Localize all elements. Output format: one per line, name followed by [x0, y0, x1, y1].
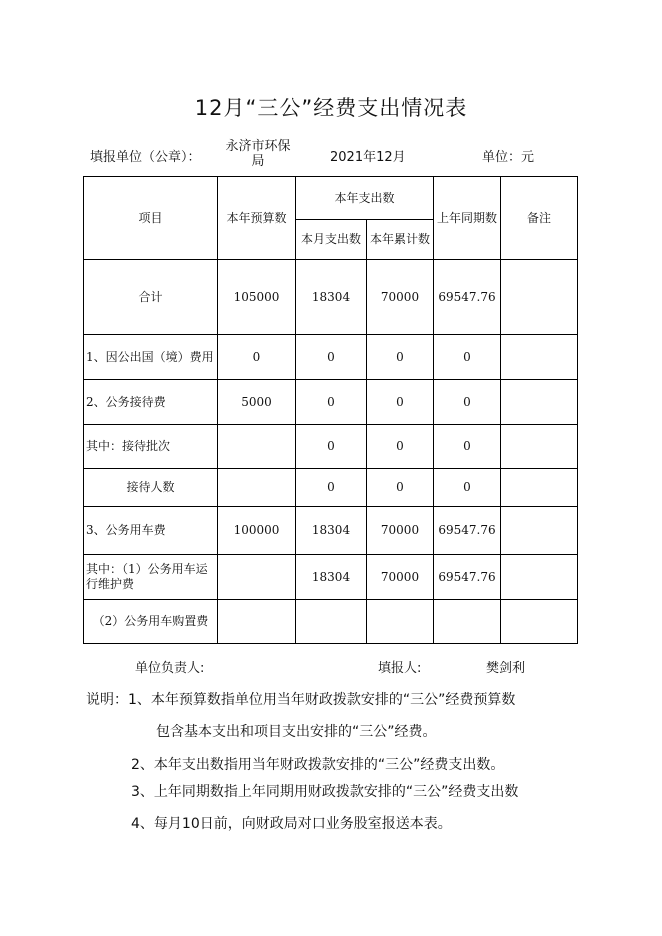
col-header-remark: 备注 — [501, 177, 578, 260]
expense-table — [83, 176, 578, 644]
row-remark — [501, 425, 578, 469]
note-3: 3、上年同期数指上年同期用财政拨款安排的“三公”经费支出数 — [131, 784, 519, 800]
row-month: 0 — [296, 335, 367, 380]
row-budget: 105000 — [218, 260, 296, 335]
row-remark — [501, 335, 578, 380]
row-item: 接待人数 — [84, 469, 218, 507]
row-month: 18304 — [296, 507, 367, 555]
row-last: 69547.76 — [434, 260, 501, 335]
row-ytd: 0 — [367, 380, 434, 425]
row-ytd: 70000 — [367, 555, 434, 600]
row-item: 3、公务用车费 — [84, 507, 218, 555]
row-last: 0 — [434, 425, 501, 469]
row-ytd: 0 — [367, 469, 434, 507]
currency-unit: 单位：元 — [482, 150, 535, 165]
row-budget — [218, 600, 296, 644]
row-remark — [501, 260, 578, 335]
row-last: 69547.76 — [434, 507, 501, 555]
table-row — [84, 380, 578, 425]
table-row — [84, 555, 578, 600]
unit-name: 永济市环保局 — [225, 139, 291, 169]
row-remark — [501, 380, 578, 425]
table-row — [84, 260, 578, 335]
row-item: 其中：（1）公务用车运行维护费 — [84, 555, 218, 600]
row-last: 69547.76 — [434, 555, 501, 600]
filler-name: 樊剑利 — [486, 661, 526, 676]
row-item: （2）公务用车购置费 — [84, 600, 218, 644]
row-ytd: 0 — [367, 425, 434, 469]
row-item: 1、因公出国（境）费用 — [84, 335, 218, 380]
report-period: 2021年12月 — [330, 150, 406, 165]
table-row — [84, 600, 578, 644]
unit-label: 填报单位（公章）： — [90, 150, 201, 165]
row-budget: 0 — [218, 335, 296, 380]
col-header-last-year: 上年同期数 — [434, 177, 501, 260]
row-remark — [501, 555, 578, 600]
col-header-spend-group: 本年支出数 — [296, 177, 434, 220]
table-row — [84, 507, 578, 555]
row-ytd: 70000 — [367, 260, 434, 335]
row-remark — [501, 507, 578, 555]
note-4: 4、每月10日前，向财政局对口业务股室报送本表。 — [131, 816, 452, 832]
row-item: 2、公务接待费 — [84, 380, 218, 425]
col-header-item: 项目 — [84, 177, 218, 260]
row-budget — [218, 555, 296, 600]
table-row — [84, 425, 578, 469]
col-header-ytd-spend: 本年累计数 — [367, 220, 434, 260]
row-remark — [501, 600, 578, 644]
note-1: 说明：1、本年预算数指单位用当年财政拨款安排的“三公”经费预算数 — [86, 692, 516, 708]
row-budget: 100000 — [218, 507, 296, 555]
row-item: 合计 — [84, 260, 218, 335]
row-item: 其中：接待批次 — [84, 425, 218, 469]
row-ytd: 0 — [367, 335, 434, 380]
row-budget: 5000 — [218, 380, 296, 425]
filler-label: 填报人: — [378, 661, 422, 676]
note-1-cont: 包含基本支出和项目支出安排的“三公”经费。 — [156, 724, 437, 740]
row-last: 0 — [434, 469, 501, 507]
row-month — [296, 600, 367, 644]
row-month: 0 — [296, 469, 367, 507]
row-last — [434, 600, 501, 644]
row-month: 0 — [296, 425, 367, 469]
row-month: 18304 — [296, 260, 367, 335]
row-budget — [218, 469, 296, 507]
row-last: 0 — [434, 380, 501, 425]
row-last: 0 — [434, 335, 501, 380]
unit-head-label: 单位负责人: — [135, 661, 205, 676]
row-month: 0 — [296, 380, 367, 425]
table-row — [84, 335, 578, 380]
col-header-budget: 本年预算数 — [218, 177, 296, 260]
page-title: 12月“三公”经费支出情况表 — [194, 96, 468, 120]
table-row — [84, 469, 578, 507]
note-2: 2、本年支出数指用当年财政拨款安排的“三公”经费支出数。 — [131, 757, 505, 773]
row-ytd: 70000 — [367, 507, 434, 555]
row-month: 18304 — [296, 555, 367, 600]
row-budget — [218, 425, 296, 469]
col-header-month-spend: 本月支出数 — [296, 220, 367, 260]
row-remark — [501, 469, 578, 507]
row-ytd — [367, 600, 434, 644]
